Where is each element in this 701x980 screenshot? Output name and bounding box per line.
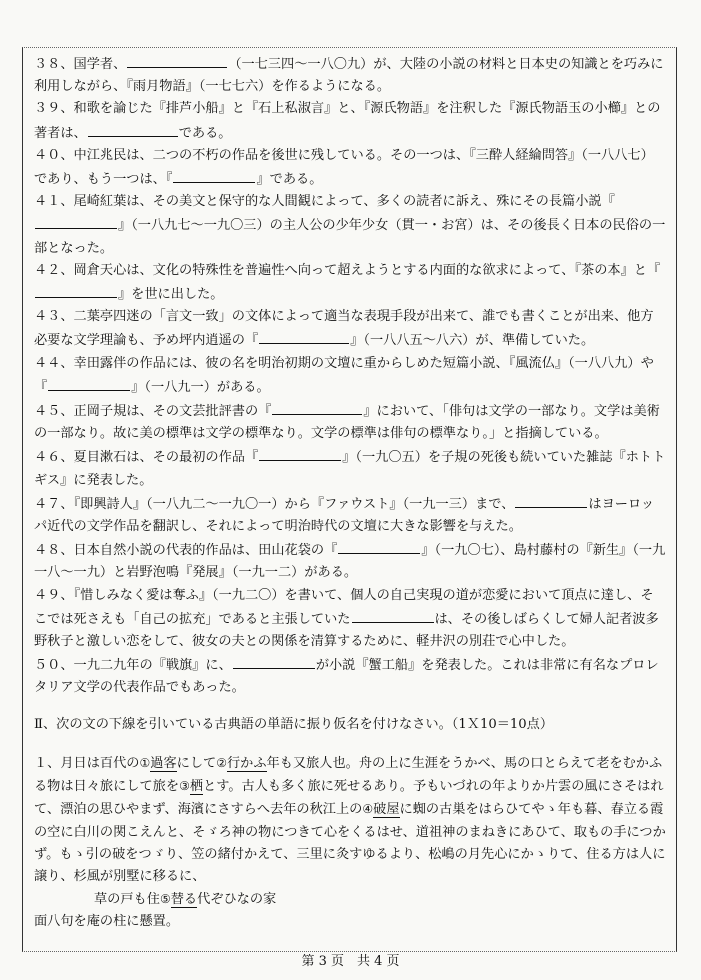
question-text: ５０、一九二九年の『戦旗』に、 bbox=[34, 658, 232, 674]
answer-blank bbox=[515, 492, 587, 508]
marker-3: ③ bbox=[179, 779, 190, 794]
section-2-heading: Ⅱ、次の文の下線を引いている古典語の単語に振り仮名を付けなさい。（1Ｘ10＝10点） bbox=[34, 716, 554, 732]
answer-blank bbox=[48, 375, 130, 391]
answer-blank bbox=[35, 282, 117, 298]
question-41 bbox=[34, 191, 666, 260]
answer-blank bbox=[35, 213, 117, 229]
passage-text: に蜘の古巣をはらひてやゝ年も暮、春立る霞の空に白川の関こえんと、そゞろ神の物につきて心をくるはせ、道祖神のまねきにあひて、取もの手につかず。もゝ引の破をつゞり、笠の緒付かえて、三里に灸すゆるより、松嶋の月先心にかゝりて、住る方は人に譲り、杉風が別墅に移るに、 bbox=[34, 802, 666, 884]
question-text: 』において、「俳句は文学の一部なり。文学は美術の一部なり。故に美の標準は文学の標準なり。文学の標準は俳句の標準なり。」と指摘している。 bbox=[34, 404, 660, 442]
haiku-text: 草の戸も住 bbox=[94, 892, 160, 908]
question-text: 』（一九〇七）、島村藤村の『新生』（一九一八～一九）と岩野泡鳴『発展』（一九一二）がある。 bbox=[34, 543, 666, 581]
marker-5: ⑤ bbox=[159, 892, 171, 907]
answer-blank bbox=[88, 121, 178, 137]
classical-passage bbox=[34, 752, 666, 888]
haiku-line bbox=[34, 888, 666, 911]
marker-2: ② bbox=[216, 755, 227, 770]
question-43 bbox=[34, 306, 666, 352]
answer-blank bbox=[272, 399, 362, 415]
question-49 bbox=[34, 585, 666, 654]
underlined-word-5: 替る bbox=[170, 892, 198, 908]
question-text: ４９、『惜しみなく愛は奪ふ』（一九二〇）を書いて、個人の自己実現の道が恋愛において頂点に達し、そこでは死さえも「自己の拡充」であると主張していた bbox=[34, 587, 654, 627]
question-text: ４０、中江兆民は、二つの不朽の作品を後世に残している。その一つは、『三酔人経綸問答』（一八八七）であり、もう一つは、『 bbox=[34, 147, 654, 188]
question-text: 』（一八九七～一九〇三）の主人公の少年少女（貫一・お宮）は、その後長く日本の民俗の一部となった。 bbox=[34, 218, 666, 256]
question-text: ４６、夏目漱石は、その最初の作品『 bbox=[34, 450, 259, 466]
question-48 bbox=[34, 538, 666, 584]
answer-blank bbox=[259, 445, 341, 461]
underlined-word-2: 行かふ bbox=[226, 755, 267, 771]
answer-blank bbox=[338, 538, 420, 554]
question-text: ４８、日本自然小説の代表的作品は、田山花袋の『 bbox=[34, 543, 338, 559]
question-text: ３８、国学者、 bbox=[34, 57, 127, 72]
passage-ending: 面八句を庵の柱に懸置。 bbox=[34, 914, 180, 930]
question-list bbox=[34, 52, 666, 700]
marker-1: ① bbox=[139, 755, 151, 770]
question-50 bbox=[34, 653, 666, 699]
question-39 bbox=[34, 98, 666, 144]
question-text: は、その後しばらくして婦人記者波多野秋子と激しい恋をして、彼女の夫との関係を清算するために、軽井沢の別荘で心中した。 bbox=[34, 611, 659, 650]
answer-blank bbox=[352, 607, 434, 623]
question-44 bbox=[34, 353, 666, 399]
question-42 bbox=[34, 260, 666, 306]
underlined-word-4: 破屋 bbox=[373, 802, 400, 818]
page-footer: 第 3 页 共 4 页 bbox=[301, 954, 400, 969]
question-text: ３９、和歌を論じた『排芦小船』と『石上私淑言』と、『源氏物語』を注釈した『源氏物語玉の小櫛』との著者は、 bbox=[34, 101, 661, 141]
answer-blank bbox=[173, 167, 255, 183]
question-text: である。 bbox=[178, 125, 232, 141]
question-47 bbox=[34, 492, 666, 538]
passage-text: 年も又旅人也。舟の上に生涯をうかべ、馬の口とらえて老をむかふる物は日々旅にして旅を bbox=[34, 755, 663, 795]
question-text: ４１、尾崎紅葉は、その美文と保守的な人間観によって、多くの読者に訴え、殊にその長篇小説『 bbox=[34, 194, 615, 210]
question-text: （一七三四～一八〇九）が、大陸の小説の材料と日本史の知識とを巧みに利用しながら、『雨月物語』（一七七六）を作るようになる。 bbox=[34, 57, 664, 95]
question-46 bbox=[34, 445, 666, 491]
passage-text: にして bbox=[176, 755, 217, 771]
underlined-word-1: 過客 bbox=[150, 755, 177, 771]
question-text: 』（一八八五～八六）が、準備していた。 bbox=[350, 333, 595, 349]
answer-blank bbox=[233, 653, 315, 669]
question-text: ４３、二葉亭四迷の「言文一致」の文体によって適当な表現手段が出来て、誰でも書くことが出来、他方必要な文学理論も、予め坪内逍遥の『 bbox=[34, 309, 654, 349]
question-text: 』（一九〇五）を子規の死後も続いていた雑誌『ホトトギス』に発表した。 bbox=[34, 450, 666, 488]
question-text: 』を世に出した。 bbox=[118, 287, 224, 303]
passage-text: １、月日は百代の bbox=[34, 755, 140, 771]
answer-blank bbox=[259, 328, 349, 344]
passage-text: とす。古人も多く旅に死せるあり。予もいづれの年よりか片雲の風にさそはれて、漂泊の思ひやまず、海濱にさすらへ去年の秋江上の bbox=[34, 779, 664, 818]
question-40 bbox=[34, 145, 666, 191]
question-text: ４４、幸田露伴の作品には、彼の名を明治初期の文壇に重からしめた短篇小説、『風流仏』（一八八九）や『 bbox=[34, 355, 654, 395]
question-text: が小説『蟹工船』を発表した。これは非常に有名なプロレタリア文学の代表作品でもあった。 bbox=[34, 658, 659, 696]
question-45 bbox=[34, 399, 666, 445]
page-content bbox=[34, 52, 666, 934]
answer-blank bbox=[127, 52, 227, 68]
question-38 bbox=[34, 52, 666, 98]
underlined-word-3: 栖 bbox=[189, 779, 204, 795]
question-text: 』（一八九一）がある。 bbox=[131, 379, 270, 395]
haiku-text: 代ぞひなの家 bbox=[197, 892, 277, 908]
question-text: はヨーロッパ近代の文学作品を翻訳し、それによって明治時代の文壇に大きな影響を与えた。 bbox=[34, 496, 655, 535]
question-text: ４５、正岡子規は、その文芸批評書の『 bbox=[34, 404, 272, 420]
question-text: 』である。 bbox=[256, 172, 323, 188]
question-text: ４７、『即興詩人』（一八九二～一九〇一）から『ファウスト』（一九一三）まで、 bbox=[34, 496, 515, 512]
marker-4: ④ bbox=[362, 802, 374, 817]
question-text: ４２、岡倉天心は、文化の特殊性を普遍性へ向って超えようとする内面的な欲求によって、『茶の本』と『 bbox=[34, 262, 661, 278]
